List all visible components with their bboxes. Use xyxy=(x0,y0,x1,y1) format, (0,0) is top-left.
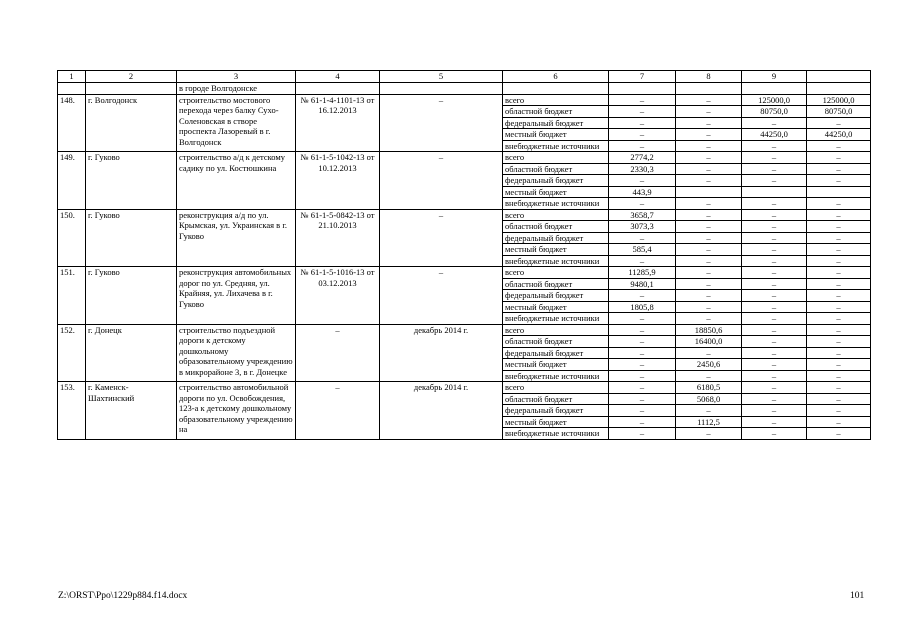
amount-cell: – xyxy=(676,152,742,164)
header-cell: 1 xyxy=(58,71,86,83)
funding-source-cell: внебюджетные источники xyxy=(503,428,609,440)
row-number: 151. xyxy=(58,267,86,325)
amount-cell: – xyxy=(742,347,807,359)
amount-cell: – xyxy=(609,382,676,394)
amount-cell: – xyxy=(676,209,742,221)
row-number: 152. xyxy=(58,324,86,382)
amount-cell: – xyxy=(676,255,742,267)
amount-cell: – xyxy=(807,278,871,290)
amount-cell: – xyxy=(807,232,871,244)
amount-cell: 44250,0 xyxy=(807,129,871,141)
funding-source-cell: областной бюджет xyxy=(503,221,609,233)
amount-cell: 2330,3 xyxy=(609,163,676,175)
funding-source-cell: местный бюджет xyxy=(503,186,609,198)
deadline-cell: – xyxy=(380,209,503,267)
amount-cell: – xyxy=(742,382,807,394)
amount-cell: – xyxy=(742,313,807,325)
funding-source-cell: внебюджетные источники xyxy=(503,198,609,210)
funding-source-cell: всего xyxy=(503,152,609,164)
funding-source-cell: местный бюджет xyxy=(503,244,609,256)
funding-source-cell: федеральный бюджет xyxy=(503,405,609,417)
amount-cell: – xyxy=(807,313,871,325)
deadline-cell: декабрь 2014 г. xyxy=(380,382,503,440)
amount-cell: – xyxy=(807,255,871,267)
amount-cell: – xyxy=(742,232,807,244)
amount-cell: – xyxy=(807,198,871,210)
funding-source-cell: всего xyxy=(503,382,609,394)
header-row xyxy=(58,71,871,83)
header-cell: 3 xyxy=(177,71,296,83)
continuation-text: в городе Волгодонске xyxy=(177,83,296,95)
amount-cell: – xyxy=(609,393,676,405)
amount-cell xyxy=(742,186,807,198)
amount-cell: – xyxy=(807,382,871,394)
amount-cell: – xyxy=(676,175,742,187)
amount-cell: – xyxy=(609,290,676,302)
amount-cell: – xyxy=(807,163,871,175)
amount-cell: – xyxy=(742,324,807,336)
header-cell xyxy=(807,71,871,83)
amount-cell: 9480,1 xyxy=(609,278,676,290)
amount-cell: – xyxy=(609,232,676,244)
amount-cell: – xyxy=(609,255,676,267)
amount-cell: – xyxy=(807,152,871,164)
amount-cell: 80750,0 xyxy=(742,106,807,118)
deadline-cell: – xyxy=(380,267,503,325)
expertise-doc-cell: № 61-1-5-0842-13 от 21.10.2013 xyxy=(296,209,380,267)
amount-cell: – xyxy=(676,278,742,290)
amount-cell: – xyxy=(742,152,807,164)
amount-cell: 2774,2 xyxy=(609,152,676,164)
amount-cell: – xyxy=(609,175,676,187)
header-cell: 5 xyxy=(380,71,503,83)
table-row xyxy=(58,152,871,164)
program-table xyxy=(57,70,871,440)
object-name-cell: строительство подъездной дороги к детскому дошкольному образовательному учреждению в микрорайоне 3, в г. Донецке xyxy=(177,324,296,382)
table-row xyxy=(58,209,871,221)
table-row xyxy=(58,267,871,279)
funding-source-cell: внебюджетные источники xyxy=(503,313,609,325)
funding-source-cell: федеральный бюджет xyxy=(503,347,609,359)
amount-cell: 125000,0 xyxy=(807,94,871,106)
amount-cell: – xyxy=(807,221,871,233)
amount-cell: – xyxy=(742,301,807,313)
amount-cell: – xyxy=(676,198,742,210)
amount-cell: – xyxy=(807,370,871,382)
amount-cell: – xyxy=(807,117,871,129)
deadline-cell: – xyxy=(380,94,503,152)
amount-cell: – xyxy=(742,290,807,302)
amount-cell: – xyxy=(807,359,871,371)
amount-cell: – xyxy=(609,324,676,336)
amount-cell: – xyxy=(676,370,742,382)
amount-cell: – xyxy=(742,117,807,129)
amount-cell: – xyxy=(807,209,871,221)
funding-source-cell: федеральный бюджет xyxy=(503,117,609,129)
funding-source-cell: всего xyxy=(503,209,609,221)
funding-source-cell: федеральный бюджет xyxy=(503,175,609,187)
amount-cell: – xyxy=(807,244,871,256)
amount-cell: – xyxy=(609,405,676,417)
amount-cell: – xyxy=(742,428,807,440)
amount-cell: – xyxy=(676,94,742,106)
header-cell: 7 xyxy=(609,71,676,83)
header-cell: 4 xyxy=(296,71,380,83)
amount-cell: – xyxy=(676,232,742,244)
amount-cell: – xyxy=(676,347,742,359)
amount-cell: – xyxy=(609,140,676,152)
amount-cell: – xyxy=(676,428,742,440)
funding-source-cell: областной бюджет xyxy=(503,278,609,290)
amount-cell: – xyxy=(676,313,742,325)
amount-cell: – xyxy=(742,244,807,256)
amount-cell: 443,9 xyxy=(609,186,676,198)
amount-cell: – xyxy=(742,209,807,221)
funding-source-cell: местный бюджет xyxy=(503,301,609,313)
amount-cell: 3658,7 xyxy=(609,209,676,221)
amount-cell: – xyxy=(609,313,676,325)
amount-cell: – xyxy=(742,336,807,348)
amount-cell: – xyxy=(807,267,871,279)
amount-cell: – xyxy=(609,347,676,359)
municipality-cell: г. Гуково xyxy=(86,267,177,325)
header-cell: 8 xyxy=(676,71,742,83)
expertise-doc-cell: – xyxy=(296,324,380,382)
amount-cell: – xyxy=(742,221,807,233)
amount-cell: – xyxy=(676,163,742,175)
funding-source-cell: внебюджетные источники xyxy=(503,255,609,267)
continuation-row xyxy=(58,83,871,95)
funding-source-cell: федеральный бюджет xyxy=(503,232,609,244)
amount-cell: – xyxy=(807,428,871,440)
municipality-cell: г. Волгодонск xyxy=(86,94,177,152)
amount-cell: – xyxy=(742,140,807,152)
amount-cell: – xyxy=(609,428,676,440)
expertise-doc-cell: № 61-1-5-1042-13 от 10.12.2013 xyxy=(296,152,380,210)
amount-cell: – xyxy=(609,336,676,348)
municipality-cell: г. Гуково xyxy=(86,152,177,210)
amount-cell: 1112,5 xyxy=(676,416,742,428)
funding-source-cell: всего xyxy=(503,94,609,106)
funding-source-cell: всего xyxy=(503,324,609,336)
amount-cell: 11285,9 xyxy=(609,267,676,279)
row-number: 153. xyxy=(58,382,86,440)
amount-cell: – xyxy=(742,370,807,382)
amount-cell: 44250,0 xyxy=(742,129,807,141)
object-name-cell: реконструкция автомобильных дорог по ул. Средняя, ул. Крайняя, ул. Лихачева в г. Гуково xyxy=(177,267,296,325)
amount-cell: – xyxy=(807,416,871,428)
municipality-cell: г. Гуково xyxy=(86,209,177,267)
table-row xyxy=(58,94,871,106)
row-number: 149. xyxy=(58,152,86,210)
header-cell: 2 xyxy=(86,71,177,83)
amount-cell: 3073,3 xyxy=(609,221,676,233)
amount-cell: 16400,0 xyxy=(676,336,742,348)
amount-cell: – xyxy=(609,117,676,129)
amount-cell: – xyxy=(807,393,871,405)
funding-source-cell: местный бюджет xyxy=(503,359,609,371)
funding-source-cell: местный бюджет xyxy=(503,129,609,141)
amount-cell xyxy=(676,186,742,198)
expertise-doc-cell: № 61-1-4-1101-13 от 16.12.2013 xyxy=(296,94,380,152)
funding-source-cell: областной бюджет xyxy=(503,393,609,405)
amount-cell: – xyxy=(742,267,807,279)
row-number: 148. xyxy=(58,94,86,152)
amount-cell: – xyxy=(676,117,742,129)
amount-cell: – xyxy=(676,140,742,152)
amount-cell: – xyxy=(807,140,871,152)
amount-cell: – xyxy=(676,244,742,256)
amount-cell: – xyxy=(742,255,807,267)
funding-source-cell: всего xyxy=(503,267,609,279)
amount-cell: – xyxy=(742,405,807,417)
amount-cell: – xyxy=(742,416,807,428)
amount-cell: – xyxy=(807,347,871,359)
amount-cell: 80750,0 xyxy=(807,106,871,118)
amount-cell: – xyxy=(676,267,742,279)
amount-cell: – xyxy=(742,175,807,187)
funding-source-cell: местный бюджет xyxy=(503,416,609,428)
footer-file-path: Z:\ORST\Ppo\1229p884.f14.docx xyxy=(58,591,188,601)
row-number: 150. xyxy=(58,209,86,267)
funding-source-cell: внебюджетные источники xyxy=(503,140,609,152)
amount-cell: – xyxy=(807,175,871,187)
table-row xyxy=(58,382,871,394)
funding-source-cell: областной бюджет xyxy=(503,336,609,348)
amount-cell: – xyxy=(609,129,676,141)
object-name-cell: строительство мостового перехода через балку Сухо-Соленовская в створе проспекта Лазоревый в г. Волгодонск xyxy=(177,94,296,152)
expertise-doc-cell: – xyxy=(296,382,380,440)
deadline-cell: – xyxy=(380,152,503,210)
amount-cell xyxy=(807,186,871,198)
header-cell: 6 xyxy=(503,71,609,83)
object-name-cell: строительство а/д к детскому садику по ул. Костюшкина xyxy=(177,152,296,210)
funding-source-cell: федеральный бюджет xyxy=(503,290,609,302)
amount-cell: 2450,6 xyxy=(676,359,742,371)
amount-cell: 1805,8 xyxy=(609,301,676,313)
amount-cell: – xyxy=(742,278,807,290)
deadline-cell: декабрь 2014 г. xyxy=(380,324,503,382)
amount-cell: – xyxy=(676,301,742,313)
amount-cell: – xyxy=(609,416,676,428)
header-cell: 9 xyxy=(742,71,807,83)
amount-cell: – xyxy=(676,221,742,233)
municipality-cell: г. Каменск-Шахтинский xyxy=(86,382,177,440)
amount-cell: – xyxy=(609,94,676,106)
amount-cell: 18850,6 xyxy=(676,324,742,336)
amount-cell: – xyxy=(742,163,807,175)
amount-cell: – xyxy=(676,290,742,302)
footer-page-number: 101 xyxy=(850,591,865,601)
amount-cell: – xyxy=(609,198,676,210)
amount-cell: – xyxy=(609,370,676,382)
object-name-cell: реконструкция а/д по ул. Крымская, ул. Украинская в г. Гуково xyxy=(177,209,296,267)
amount-cell: – xyxy=(676,129,742,141)
amount-cell: – xyxy=(807,336,871,348)
amount-cell: – xyxy=(676,106,742,118)
municipality-cell: г. Донецк xyxy=(86,324,177,382)
amount-cell: – xyxy=(742,393,807,405)
amount-cell: 5068,0 xyxy=(676,393,742,405)
expertise-doc-cell: № 61-1-5-1016-13 от 03.12.2013 xyxy=(296,267,380,325)
amount-cell: – xyxy=(807,324,871,336)
amount-cell: – xyxy=(807,301,871,313)
amount-cell: 585,4 xyxy=(609,244,676,256)
amount-cell: – xyxy=(742,198,807,210)
amount-cell: – xyxy=(807,405,871,417)
amount-cell: – xyxy=(609,359,676,371)
funding-source-cell: областной бюджет xyxy=(503,163,609,175)
amount-cell: – xyxy=(742,359,807,371)
amount-cell: 6180,5 xyxy=(676,382,742,394)
table-row xyxy=(58,324,871,336)
amount-cell: 125000,0 xyxy=(742,94,807,106)
amount-cell: – xyxy=(609,106,676,118)
amount-cell: – xyxy=(676,405,742,417)
funding-source-cell: областной бюджет xyxy=(503,106,609,118)
funding-source-cell: внебюджетные источники xyxy=(503,370,609,382)
object-name-cell: строительство автомобильной дороги по ул. Освобождения, 123-а к детскому дошкольному образовательному учреждению на xyxy=(177,382,296,440)
amount-cell: – xyxy=(807,290,871,302)
